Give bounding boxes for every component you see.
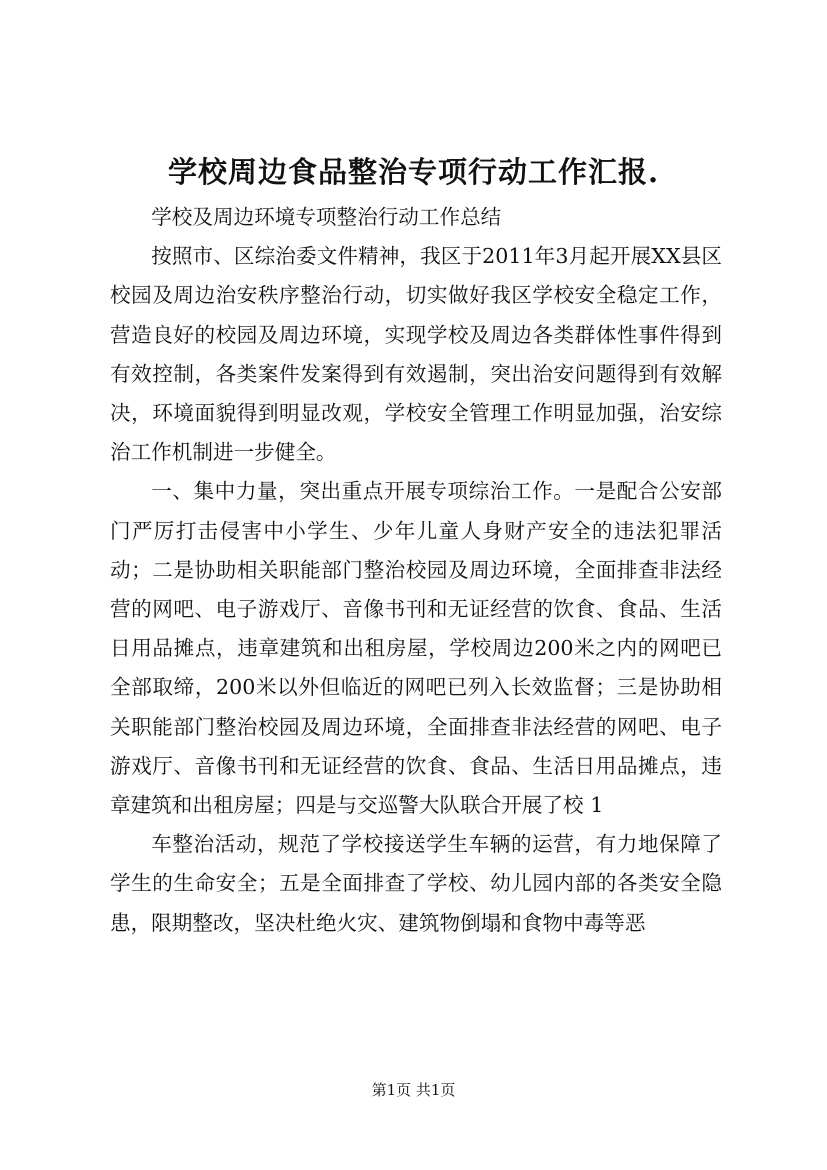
page-footer: 第1页 共1页 [371, 1081, 456, 1099]
paragraph-subtitle: 学校及周边环境专项整治行动工作总结 [151, 205, 502, 229]
document-title: 学校周边食品整治专项行动工作汇报. [167, 155, 660, 189]
paragraph-intro: 按照市、区综治委文件精神，我区于2011年3月起开展XX县区校园及周边治安秩序整治行动，切实做好我区学校安全稳定工作，营造良好的校园及周边环境，实现学校及周边各类群体性事件得到有效控制，各类案件发案得到有效遏制，突出治安问题得到有效解决，环境面貌得到明显改观，学校安全管理工作明显加强，治安综治工作机制进一步健全。 [110, 244, 722, 465]
paragraph-section-one: 一、集中力量，突出重点开展专项综治工作。一是配合公安部门严厉打击侵害中小学生、少年儿童人身财产安全的违法犯罪活动；二是协助相关职能部门整治校园及周边环境，全面排查非法经营的网吧、电子游戏厅、音像书刊和无证经营的饮食、食品、生活日用品摊点，违章建筑和出租房屋，学校周边200米之内的网吧已全部取缔，200米以外但临近的网吧已列入长效监督；三是协助相关职能部门整治校园及周边环境，全面排查非法经营的网吧、电子游戏厅、音像书刊和无证经营的饮食、食品、生活日用品摊点，违章建筑和出租房屋；四是与交巡警大队联合开展了校 1 [110, 479, 722, 818]
document-body [110, 198, 722, 943]
paragraph-continuation: 车整治活动，规范了学校接送学生车辆的运营，有力地保障了学生的生命安全；五是全面排查了学校、幼儿园内部的各类安全隐患，限期整改，坚决杜绝火灾、建筑物倒塌和食物中毒等恶 [110, 832, 722, 935]
